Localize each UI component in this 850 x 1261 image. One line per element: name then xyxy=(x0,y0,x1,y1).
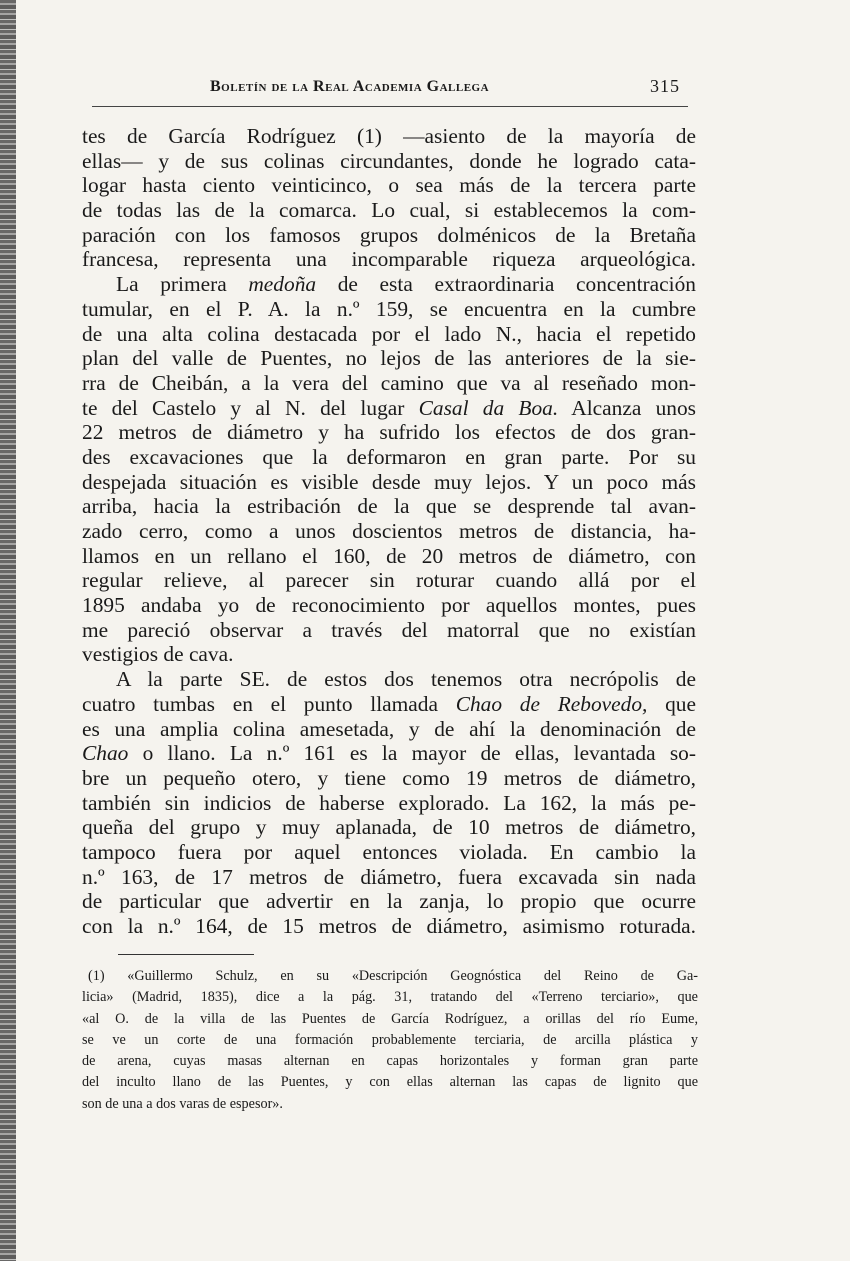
footnote-rule xyxy=(118,954,254,955)
text-line: te del Castelo y al N. del lugar Casal da Boa. Alcanza unos xyxy=(82,395,696,420)
text-line: me pareció observar a través del matorral que no existían xyxy=(82,617,696,642)
footnote-line: «al O. de la villa de las Puentes de García Rodríguez, a orillas del río Eume, xyxy=(82,1010,698,1027)
text-line: despejada situación es visible desde muy lejos. Y un poco más xyxy=(82,469,696,494)
paragraph-1 xyxy=(82,124,696,272)
italic-place-name: Chao de Rebovedo, xyxy=(455,691,648,716)
footnote-line: del inculto llano de las Puentes, y con ellas alternan las capas de lignito que xyxy=(82,1074,698,1091)
italic-term: Chao xyxy=(82,741,129,766)
text-line: de particular que advertir en la zanja, lo propio que ocurre xyxy=(82,889,696,914)
text-line: A la parte SE. de estos dos tenemos otra necrópolis de xyxy=(116,667,696,692)
text-line: logar hasta ciento veinticinco, o sea más de la tercera parte xyxy=(82,173,696,198)
text-line: llamos en un rellano el 160, de 20 metros de diámetro, con xyxy=(82,543,696,568)
text-line: de una alta colina destacada por el lado N., hacia el repetido xyxy=(82,321,696,346)
text-line: rra de Cheibán, a la vera del camino que va al reseñado mon- xyxy=(82,370,696,395)
text-line: tampoco fuera por aquel entonces violada. En cambio la xyxy=(82,839,696,864)
paragraph-3 xyxy=(82,667,696,939)
running-header xyxy=(82,76,698,106)
header-rule xyxy=(92,106,688,107)
text-line: también sin indicios de haberse explorado. La 162, la más pe- xyxy=(82,790,696,815)
text-line: bre un pequeño otero, y tiene como 19 metros de diámetro, xyxy=(82,765,696,790)
footnote-line: de arena, cuyas masas alternan en capas horizontales y forman gran parte xyxy=(82,1053,698,1070)
text-line: es una amplia colina amesetada, y de ahí la denominación de xyxy=(82,716,696,741)
text-line: de todas las de la comarca. Lo cual, si establecemos la com- xyxy=(82,198,696,223)
text-line: tes de García Rodríguez (1) —asiento de la mayoría de xyxy=(82,124,696,148)
footnote-line: (1) «Guillermo Schulz, en su «Descripción Geognóstica del Reino de Ga- xyxy=(88,968,698,984)
text-line: n.º 163, de 17 metros de diámetro, fuera excavada sin nada xyxy=(82,864,696,889)
footnote-line: licia» (Madrid, 1835), dice a la pág. 31, tratando del «Terreno terciario», que xyxy=(82,989,698,1006)
text-line: queña del grupo y muy aplanada, de 10 metros de diámetro, xyxy=(82,815,696,840)
text-line: cuatro tumbas en el punto llamada Chao de Rebovedo, que xyxy=(82,691,696,716)
footnote-line: se ve un corte de una formación probablemente terciaria, de arcilla plástica y xyxy=(82,1031,698,1048)
footnote-line: son de una a dos varas de espesor». xyxy=(82,1095,283,1112)
text-line: francesa, representa una incomparable riqueza arqueológica. xyxy=(82,247,696,272)
book-spine-edge xyxy=(0,0,16,1261)
italic-place-name: Casal da Boa. xyxy=(418,395,559,420)
text-line: 22 metros de diámetro y ha sufrido los efectos de dos gran- xyxy=(82,420,696,445)
text-line: vestigios de cava. xyxy=(82,642,234,667)
text-line: arriba, hacia la estribación de la que se desprende tal avan- xyxy=(82,494,696,519)
text-line: tumular, en el P. A. la n.º 159, se encuentra en la cumbre xyxy=(82,296,696,321)
paragraph-2 xyxy=(82,272,696,667)
footnote xyxy=(82,966,698,1115)
text-line: 1895 andaba yo de reconocimiento por aquellos montes, pues xyxy=(82,593,696,618)
italic-term: medoña xyxy=(248,272,317,297)
text-line: Chao o llano. La n.º 161 es la mayor de ellas, levantada so- xyxy=(82,741,696,766)
text-line: zado cerro, como a unos doscientos metros de distancia, ha- xyxy=(82,519,696,543)
text-line: regular relieve, al parecer sin roturar cuando allá por el xyxy=(82,568,696,593)
text-line: paración con los famosos grupos dolménicos de la Bretaña xyxy=(82,222,696,247)
journal-title: Boletín de la Real Academia Gallega xyxy=(210,78,490,95)
page-number: 315 xyxy=(650,76,680,96)
text-line: plan del valle de Puentes, no lejos de las anteriores de la sie- xyxy=(82,346,696,371)
text-line: des excavaciones que la deformaron en gran parte. Por su xyxy=(82,444,696,469)
main-text xyxy=(82,124,696,939)
text-line: con la n.º 164, de 15 metros de diámetro, asimismo roturada. xyxy=(82,914,696,938)
text-line: La primera medoña de esta extraordinaria concentración xyxy=(116,272,696,297)
text-line: ellas— y de sus colinas circundantes, donde he logrado cata- xyxy=(82,148,696,173)
